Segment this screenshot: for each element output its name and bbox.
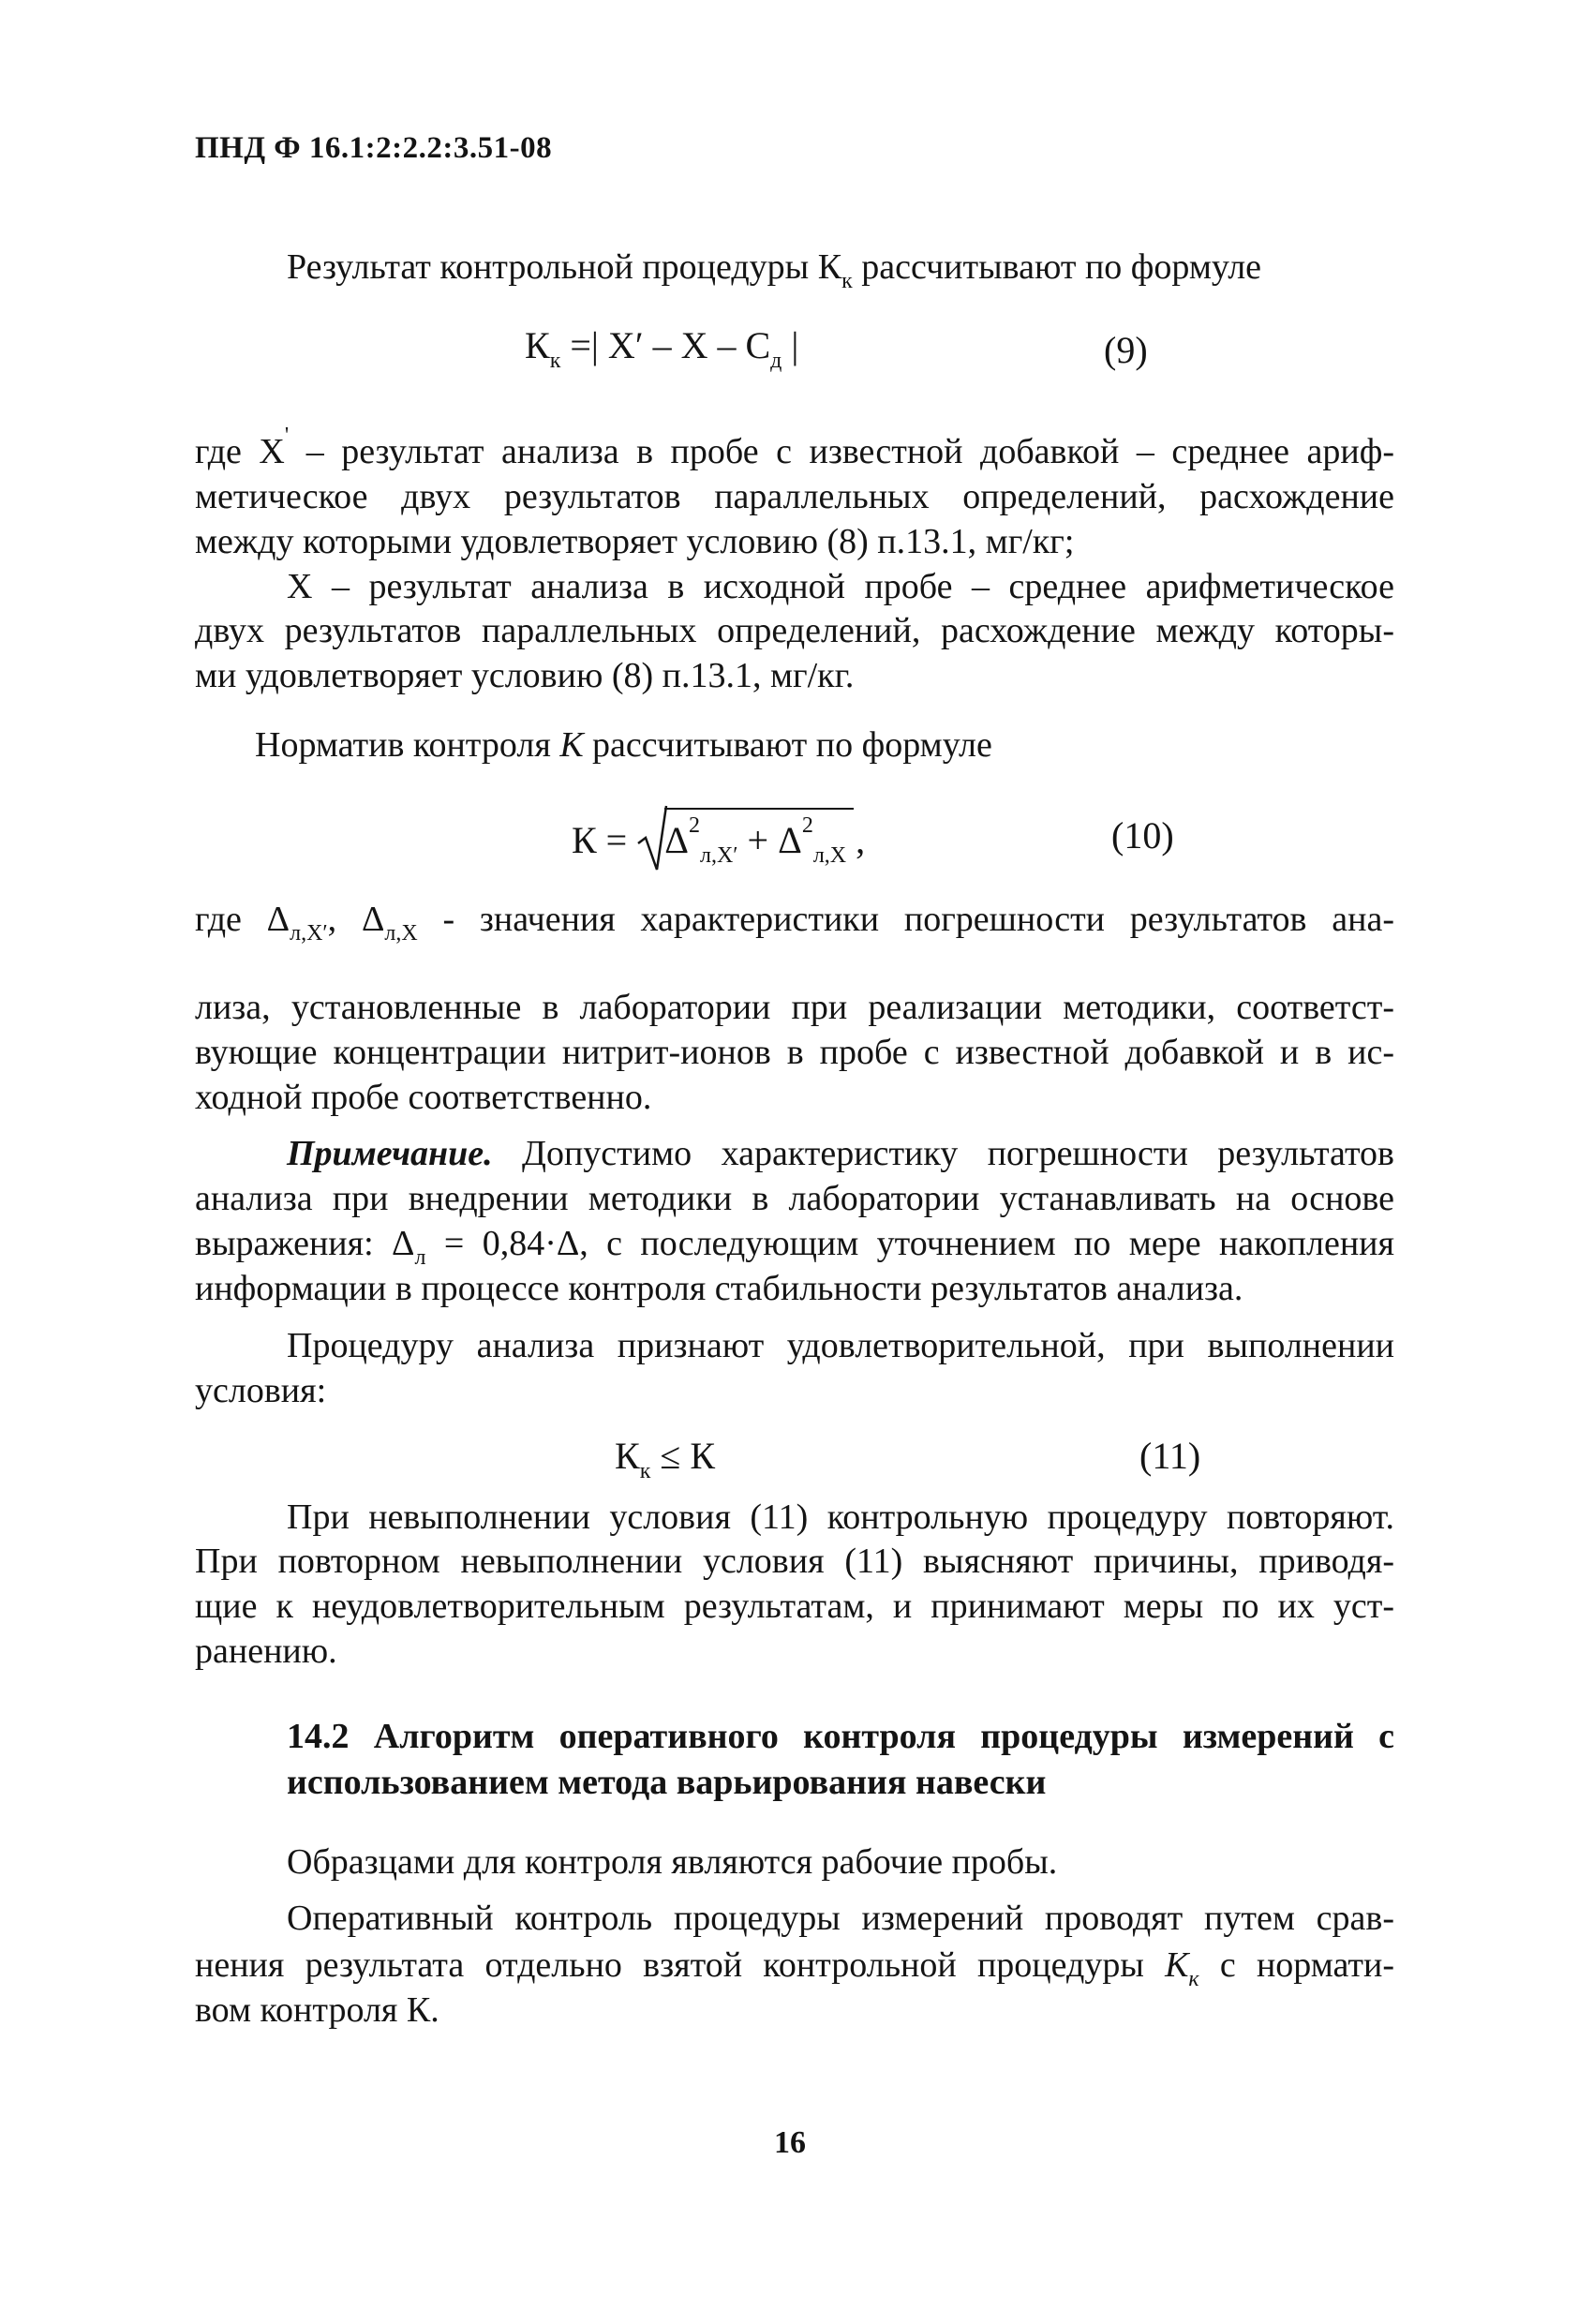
- formula-10: [572, 813, 865, 869]
- document-code-header: ПНД Ф 16.1:2:2.2:3.51-08: [195, 131, 553, 165]
- note-delta-sub: л: [414, 1245, 426, 1270]
- samples-paragraph: Образцами для контроля являются рабочие пробы.: [287, 1842, 1058, 1882]
- note-expression: выражения: Δ: [195, 1224, 415, 1263]
- formula-10-lhs: К =: [572, 819, 637, 861]
- repeat-paragraph-line-4: ранению.: [195, 1631, 337, 1671]
- delta-1: Δ: [664, 819, 689, 861]
- formula-11: [615, 1434, 715, 1484]
- control-paragraph-line-1: Оперативный контроль процедуры измерений проводят путем срав-: [287, 1899, 1394, 1938]
- condition-paragraph-line-2: условия:: [195, 1371, 327, 1410]
- delta-2-power: 2: [801, 813, 813, 838]
- norm-text-end: рассчитывают по формуле: [583, 725, 992, 765]
- intro-text: Результат контрольной процедуры К: [287, 247, 842, 287]
- control-paragraph-line-3: вом контроля К.: [195, 1990, 439, 2030]
- definition-x-line-3: ми удовлетворяет условию (8) п.13.1, мг/кг.: [195, 656, 855, 695]
- repeat-paragraph-line-1: При невыполнении условия (11) контрольную процедуру повторяют.: [287, 1497, 1394, 1537]
- delta-separator: , Δ: [327, 900, 385, 939]
- definition-delta-line-1: [195, 898, 1394, 955]
- definition-delta-line-4: ходной пробе соответственно.: [195, 1078, 652, 1117]
- repeat-paragraph-line-2: При повторном невыполнении условия (11) выясняют причины, приводя-: [195, 1542, 1394, 1581]
- note-text-1: Допустимо характеристику погрешности результатов: [492, 1134, 1394, 1173]
- note-line-1: [287, 1132, 1394, 1175]
- formula-11-lhs-sub: к: [639, 1459, 651, 1483]
- formula-11-rhs: ≤ К: [650, 1435, 715, 1477]
- formula-9-rhs: =| Х′ – Х – С: [560, 324, 771, 366]
- definition-x-prime-line-1: [195, 414, 1394, 473]
- definition-x-line-2: двух результатов параллельных определений, расхождение между которы-: [195, 611, 1394, 650]
- definition-x-line-1: Х – результат анализа в исходной пробе – среднее арифметическое: [287, 567, 1394, 606]
- definition-delta-line-3: вующие концентрации нитрит-ионов в пробе с известной добавкой и в ис-: [195, 1033, 1394, 1072]
- control-text-end: с нормати-: [1198, 1945, 1394, 1985]
- control-symbol-k: К: [1165, 1945, 1189, 1985]
- intro-subscript: к: [841, 269, 853, 293]
- page-number: 16: [774, 2125, 806, 2160]
- equation-number-11: (11): [1139, 1435, 1201, 1477]
- repeat-paragraph-line-3: щие к неудовлетворительным результатам, и принимают меры по их уст-: [195, 1587, 1394, 1626]
- delta-2-sub: л,Х: [812, 843, 847, 868]
- symbol-x-prime: Х': [259, 424, 290, 471]
- definition-delta-text: - значения характеристики погрешности результатов ана-: [417, 900, 1394, 939]
- control-text: нения результата отдельно взятой контрольной процедуры: [195, 1945, 1166, 1985]
- intro-paragraph: [287, 246, 1261, 303]
- formula-9-rhs-sub: д: [770, 349, 782, 373]
- equation-number-10: (10): [1111, 814, 1174, 857]
- norm-text: Норматив контроля: [255, 725, 560, 765]
- note-expression-end: = 0,84·Δ, с последующим уточнением по мере накопления: [425, 1224, 1394, 1263]
- definition-x-prime-line-2: метическое двух результатов параллельных определений, расхождение: [195, 477, 1394, 516]
- note-title: Примечание.: [287, 1134, 493, 1173]
- definition-x-prime-line-3: между которыми удовлетворяет условию (8) п.13.1, мг/кг;: [195, 522, 1075, 561]
- control-symbol-k-sub: к: [1188, 1967, 1199, 1991]
- equation-number-9: (9): [1104, 329, 1148, 371]
- formula-10-comma: ,: [846, 819, 866, 861]
- section-heading-line-2: использованием метода варьирования навески: [287, 1763, 1047, 1802]
- delta-1-sub: л,Х′: [699, 843, 738, 868]
- delta-1-power: 2: [688, 813, 700, 838]
- square-root: [636, 813, 846, 869]
- section-heading-line-1: 14.2 Алгоритм оперативного контроля процедуры измерений с: [287, 1717, 1394, 1756]
- note-line-2: анализа при внедрении методики в лаборатории устанавливать на основе: [195, 1179, 1394, 1218]
- formula-9-rhs-end: |: [782, 324, 799, 366]
- condition-paragraph-line-1: Процедуру анализа признают удовлетворительной, при выполнении: [287, 1326, 1394, 1365]
- definition-x-prime-text: – результат анализа в пробе с известной добавкой – среднее ариф-: [305, 432, 1395, 471]
- symbol-x: Х: [259, 432, 285, 471]
- delta-sub-2: л,Х: [384, 921, 418, 946]
- note-line-4: информации в процессе контроля стабильности результатов анализа.: [195, 1269, 1243, 1308]
- delta-sub-1: л,Х′: [290, 921, 328, 946]
- formula-9-lhs-sub: к: [549, 349, 561, 373]
- intro-text-end: рассчитывают по формуле: [852, 247, 1262, 287]
- formula-9: [525, 323, 798, 374]
- plus-delta-2: + Δ: [737, 819, 802, 861]
- norm-symbol-k: К: [559, 725, 584, 765]
- formula-11-lhs: К: [615, 1435, 640, 1477]
- where-delta: где Δ: [195, 900, 290, 939]
- radical-sign-icon: [636, 804, 668, 872]
- norm-paragraph: [255, 723, 992, 767]
- definition-delta-line-2: лиза, установленные в лаборатории при реализации методики, соответст-: [195, 988, 1394, 1027]
- where-word: где: [195, 432, 242, 471]
- formula-9-lhs: К: [525, 324, 550, 366]
